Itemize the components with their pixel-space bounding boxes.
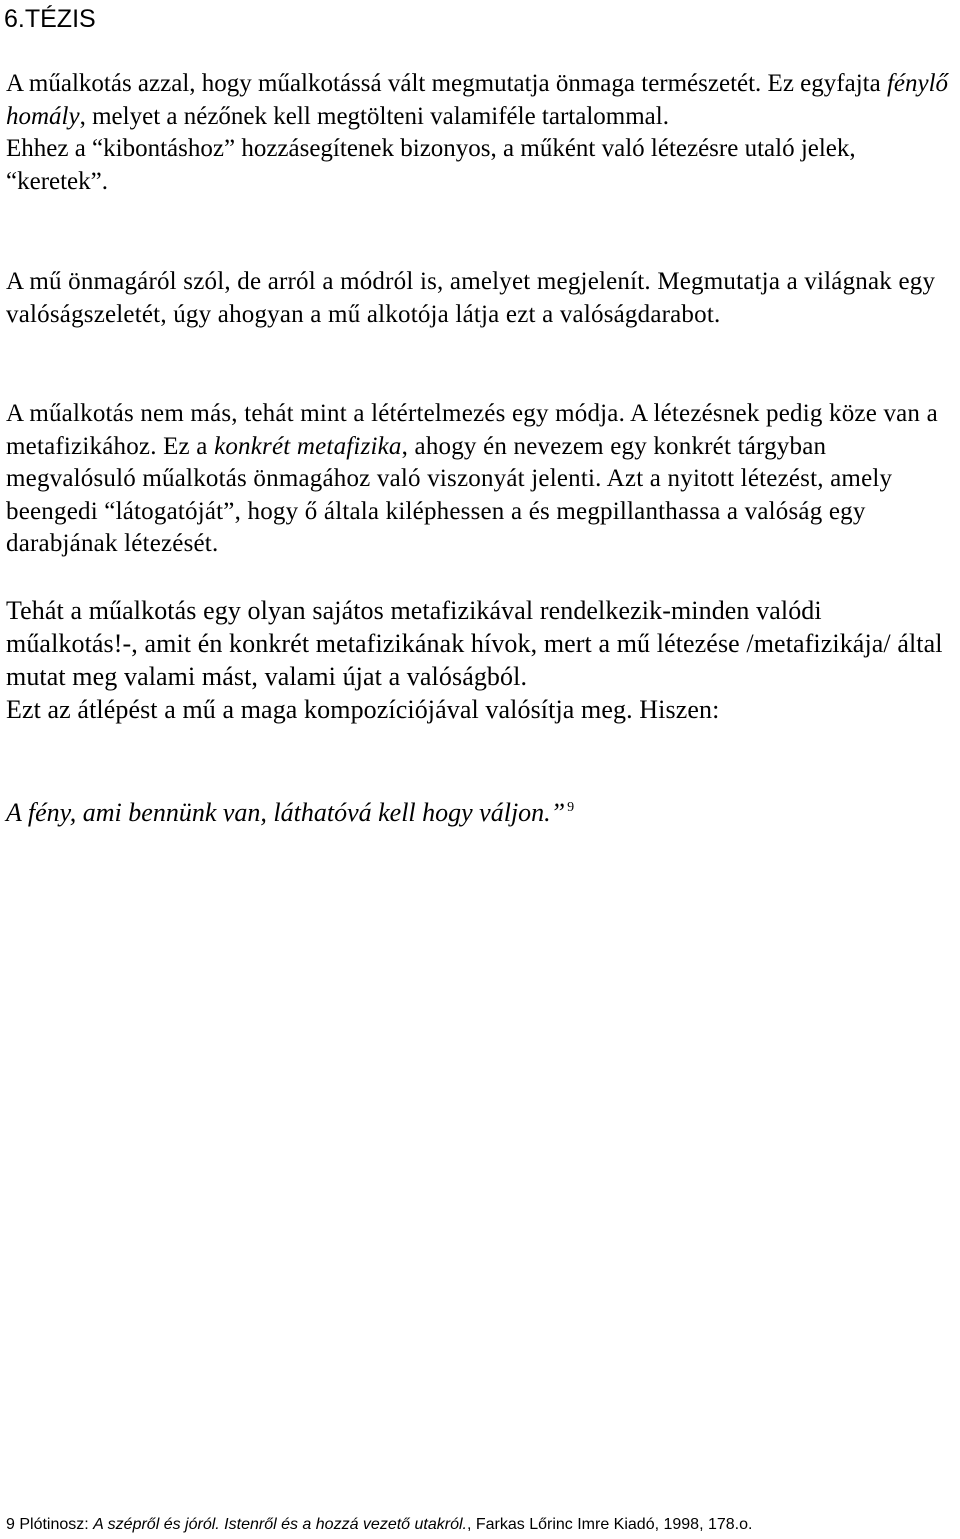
paragraph-3-text-b: , ahogy én nevezem egy konkrét tárgyban megvalósuló műalkotás önmagához való viszonyát jelenti. Azt a nyitott létezést, amely beengedi “látogatóját”, hogy ő általa kiléphessen a és megpillanthassa a valóság egy darabjának létezését. <box>6 432 893 557</box>
paragraph-1-text-c: Ehhez a “kibontáshoz” hozzásegítenek bizonyos, a műként való létezésre utaló jelek, “keretek”. <box>6 135 856 195</box>
footnote-title: A szépről és jóról. Istenről és a hozzá vezető utakról. <box>93 1516 467 1533</box>
paragraph-1 <box>6 68 956 198</box>
paragraph-4-text-b: Ezt az átlépést a mű a maga kompozíciójával valósítja meg. Hiszen: <box>6 695 720 724</box>
paragraph-2: A mű önmagáról szól, de arról a módról is, amelyet megjelenít. Megmutatja a világnak egy valóságszeletét, úgy ahogyan a mű alkotója látja ezt a valóságdarabot. <box>6 268 936 328</box>
quotation <box>6 790 574 831</box>
paragraph-1-text-a: A műalkotás azzal, hogy műalkotássá vált megmutatja önmaga természetét. Ez egyfajta <box>6 70 887 97</box>
paragraph-3-emphasis: konkrét metafizika <box>214 432 402 460</box>
paragraph-3 <box>6 398 956 561</box>
paragraph-4 <box>6 594 956 726</box>
footnote-publisher: , Farkas Lőrinc Imre Kiadó, 1998, 178.o. <box>466 1516 753 1533</box>
paragraph-1-text-b: , melyet a nézőnek kell megtölteni valamiféle tartalommal. <box>79 102 669 130</box>
footnote-number: 9 Plótinosz: <box>6 1516 94 1533</box>
paragraph-1-emphasis: fénylő homály <box>6 70 949 130</box>
paragraph-4-text-a: Tehát a műalkotás egy olyan sajátos metafizikával rendelkezik-minden valódi műalkotás!-, amit én konkrét metafizikának hívok, mert a mű létezése /metafizikája/ által mutat meg valami mást, valami újat a valóságból. <box>6 596 943 691</box>
quotation-text: A fény, ami bennünk van, láthatóvá kell hogy váljon.” <box>6 798 566 827</box>
footnote <box>6 1515 752 1535</box>
paragraph-3-text-a: A műalkotás nem más, tehát mint a létértelmezés egy módja. A létezésnek pedig köze van a metafizikához. Ez a <box>6 400 938 460</box>
footnote-ref: 9 <box>567 800 575 815</box>
section-heading: 6.TÉZIS <box>4 5 96 33</box>
